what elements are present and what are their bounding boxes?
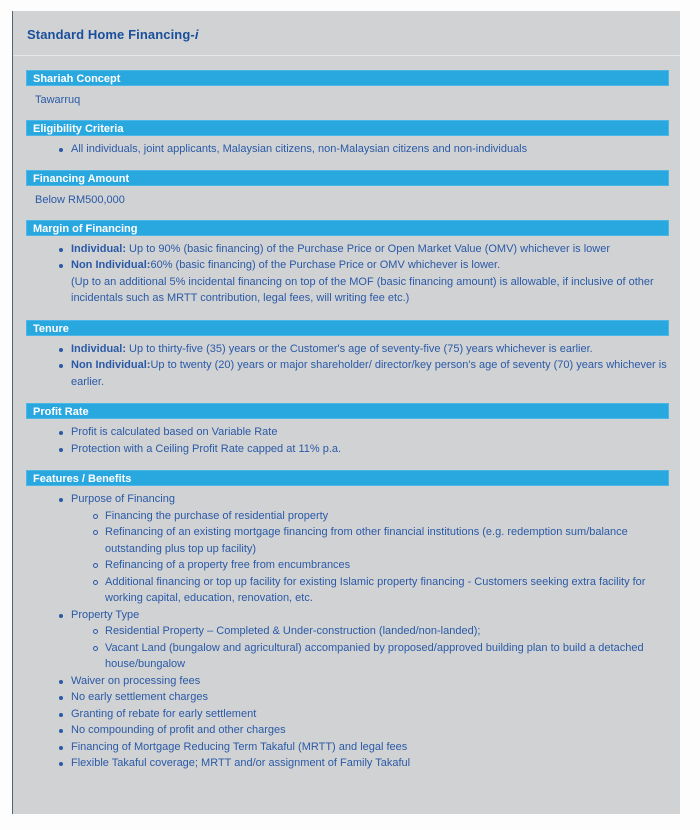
section-tenure bbox=[26, 320, 669, 391]
list-item: Protection with a Ceiling Profit Rate capped at 11% p.a. bbox=[59, 441, 669, 458]
list-item bbox=[59, 241, 669, 258]
section-heading: Profit Rate bbox=[26, 403, 669, 419]
section-heading: Features / Benefits bbox=[26, 470, 669, 486]
list-item: All individuals, joint applicants, Malaysian citizens, non-Malaysian citizens and non-individuals bbox=[59, 141, 669, 158]
panel-header bbox=[13, 11, 680, 56]
list-item: Waiver on processing fees bbox=[59, 673, 669, 690]
section-features-benefits bbox=[26, 470, 669, 772]
list-item bbox=[59, 257, 669, 307]
list-item-property-type bbox=[59, 607, 669, 673]
page-title-suffix: i bbox=[194, 27, 199, 42]
sublist-item: Refinancing of a property free from encumbrances bbox=[93, 557, 669, 574]
item-label: Property Type bbox=[71, 608, 140, 621]
item-label: Individual: bbox=[71, 342, 126, 355]
profit-list bbox=[26, 419, 669, 457]
section-shariah-concept bbox=[26, 70, 669, 108]
section-financing-amount bbox=[26, 170, 669, 208]
item-label: Non Individual: bbox=[71, 359, 151, 371]
list-item: Granting of rebate for early settlement bbox=[59, 706, 669, 723]
shariah-concept-value: Tawarruq bbox=[35, 94, 81, 106]
item-text: Up to twenty (20) years or major shareholder/ director/key person's age of seventy (70) years whichever is earlier. bbox=[71, 359, 667, 388]
property-sublist bbox=[71, 623, 669, 673]
sublist-item: Vacant Land (bungalow and agricultural) accompanied by proposed/approved building plan to build a detached house/bungalow bbox=[93, 640, 669, 673]
section-heading: Financing Amount bbox=[26, 170, 669, 186]
list-item: Financing of Mortgage Reducing Term Takaful (MRTT) and legal fees bbox=[59, 739, 669, 756]
list-item bbox=[59, 357, 669, 390]
section-heading: Tenure bbox=[26, 320, 669, 336]
item-label: Non Individual: bbox=[71, 259, 151, 271]
panel-body bbox=[13, 56, 680, 772]
tenure-list bbox=[26, 336, 669, 391]
item-text: 60% (basic financing) of the Purchase Price or OMV whichever is lower. bbox=[150, 259, 501, 271]
section-heading: Eligibility Criteria bbox=[26, 120, 669, 136]
eligibility-list bbox=[26, 136, 669, 158]
sublist-item: Residential Property – Completed & Under-construction (landed/non-landed); bbox=[93, 623, 669, 640]
list-item: Profit is calculated based on Variable Rate bbox=[59, 424, 669, 441]
product-panel bbox=[12, 11, 680, 814]
list-item: Flexible Takaful coverage; MRTT and/or assignment of Family Takaful bbox=[59, 755, 669, 772]
sublist-item: Financing the purchase of residential property bbox=[93, 508, 669, 525]
item-note: (Up to an additional 5% incidental financing on top of the MOF (basic financing amount) is allowable, if inclusive of other incidentals such as MRTT contribution, legal fees, will writing fee etc.) bbox=[71, 275, 654, 304]
margin-list bbox=[26, 236, 669, 307]
list-item-purpose bbox=[59, 491, 669, 607]
section-heading: Shariah Concept bbox=[26, 70, 669, 86]
item-label: Individual: bbox=[71, 242, 126, 255]
section-eligibility-criteria bbox=[26, 120, 669, 158]
section-profit-rate bbox=[26, 403, 669, 457]
page-title bbox=[27, 27, 199, 42]
page-title-main: Standard Home Financing- bbox=[27, 27, 195, 42]
financing-amount-value: Below RM500,000 bbox=[35, 193, 125, 206]
item-text: Up to thirty-five (35) years or the Customer's age of seventy-five (75) years whichever is earlier. bbox=[126, 342, 593, 355]
section-heading: Margin of Financing bbox=[26, 220, 669, 236]
list-item: No early settlement charges bbox=[59, 689, 669, 706]
purpose-sublist bbox=[71, 508, 669, 607]
list-item bbox=[59, 341, 669, 358]
features-list bbox=[26, 486, 669, 772]
item-text: Up to 90% (basic financing) of the Purchase Price or Open Market Value (OMV) whichever is lower bbox=[126, 242, 610, 255]
sublist-item: Additional financing or top up facility for existing Islamic property financing - Customers seeking extra facility for working capital, education, renovation, etc. bbox=[93, 574, 669, 607]
section-margin-of-financing bbox=[26, 220, 669, 307]
sublist-item: Refinancing of an existing mortgage financing from other financial institutions (e.g. redemption sum/balance outstanding plus top up facility) bbox=[93, 524, 669, 557]
list-item: No compounding of profit and other charges bbox=[59, 722, 669, 739]
item-label: Purpose of Financing bbox=[71, 493, 175, 505]
